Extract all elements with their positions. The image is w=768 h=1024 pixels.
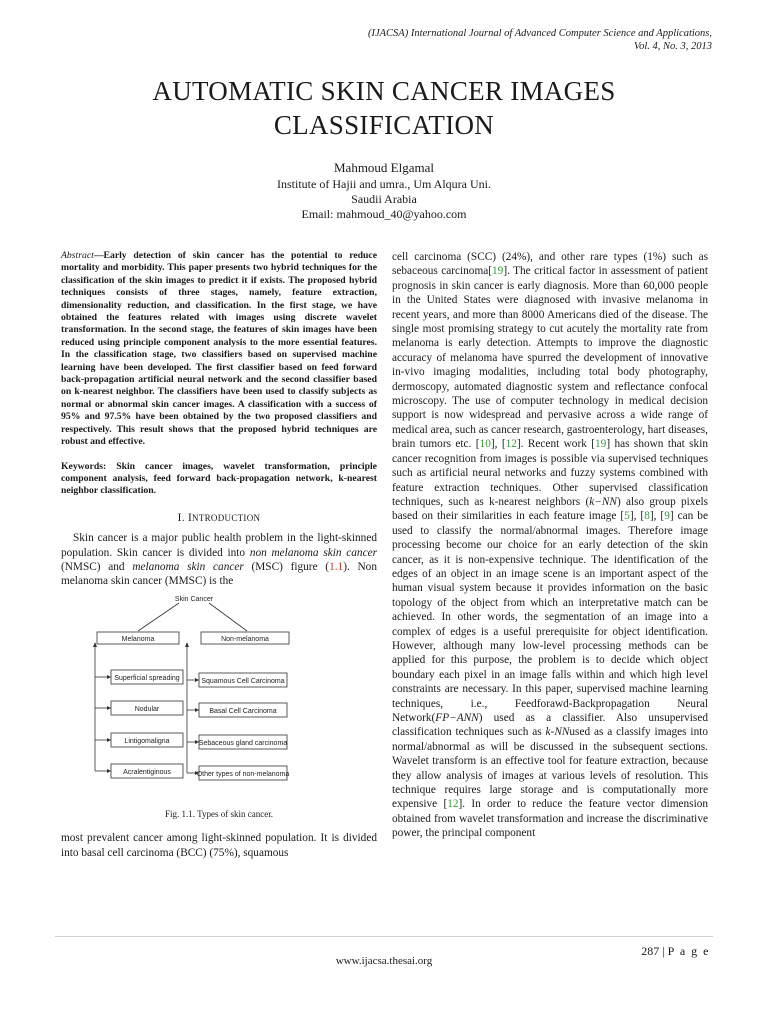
citation-link[interactable]: 12 [505,438,517,451]
right-column-text [392,250,708,841]
diagram-melanoma-type: Nodular [134,705,160,713]
title-line-1: AUTOMATIC SKIN CANCER IMAGES [152,76,616,106]
term-fp-ann: FP−ANN [435,712,479,724]
author-name: Mahmoud Elgamal [333,160,434,175]
body-text: ]. Recent work [ [516,438,596,451]
citation-link[interactable]: 8 [644,510,650,523]
page-number-value: 287 [641,944,660,958]
diagram-non-melanoma-label: Non-melanoma [221,635,269,643]
section-number: I. [177,511,185,524]
body-text: ) also group pixels based on their similarities in each feature image [ [392,495,708,523]
body-text: ], [ [629,510,645,523]
intro-text: ). Non melanoma skin cancer (MMSC) is the [61,560,377,588]
intro-paragraph-1 [61,531,377,589]
author-country: Saudii Arabia [351,192,417,206]
body-text: ]. In order to reduce the feature vector dimension obtained from wavelet transformation and increase the discriminative power, the principal component [392,798,709,840]
page-separator: | [659,944,668,958]
body-text: ], [ [490,438,506,451]
diagram-non-melanoma-type: Basal Cell Carcinoma [209,707,277,715]
diagram-non-melanoma-type: Squamous Cell Carcinoma [201,677,285,685]
citation-link[interactable]: 19 [492,265,504,278]
right-column [392,250,708,841]
diagram-melanoma-type: Acralentiginous [123,768,171,776]
figure-reference-link[interactable]: 1.1 [329,560,344,573]
abstract-lead: Abstract [61,250,94,261]
body-text: ] has shown that skin cancer recognition from images is possible via supervised techniques such as artificial neural networks and fuzzy systems combined with feature extraction techniques. Other supervised classification techniques, such as k-nearest neighbors ( [392,438,708,508]
intro-text: (MSC) figure ( [243,560,330,573]
section-title-rest: NTRODUCTION [192,512,261,523]
citation-link[interactable]: 10 [479,438,491,451]
citation-link[interactable]: 9 [664,510,670,523]
left-column [61,250,377,860]
author-block [0,160,768,222]
diagram-non-melanoma-type: Other types of non-melanoma [196,770,290,778]
journal-volume: Vol. 4, No. 3, 2013 [633,41,712,52]
author-email: Email: mahmoud_40@yahoo.com [301,207,467,221]
figure-skin-cancer-types [61,593,377,805]
intro-paragraph-2: most prevalent cancer among light-skinned population. It is divided into basal cell carcinoma (BCC) (75%), squamous [61,832,377,859]
intro-text: (NMSC) and [61,560,133,573]
abstract-text: —Early detection of skin cancer has the potential to reduce mortality and morbidity. This paper presents two hybrid techniques for the classification of the skin images to predict it if exists. The proposed hybrid techniques consists of three stages, namely, feature extraction, dimensionality reduction, and classification. In the first stage, we have obtained the features related with images using discrete wavelet transformation. In the second stage, the features of skin images have been reduced using principle component analysis to the more essential features. In the classification stage, two classifiers based on supervised machine learning have been developed. The first classifier based on feed forward back-propagation artificial neural network and the second classifier based on k-nearest neighbor. The classifiers have been used to classify subjects as normal or abnormal skin cancer images. A classification with a success of 95% and 97.5% have been obtained by the two proposed classifiers and respectively. This result shows that the proposed hybrid techniques are robust and effective. [61,250,377,448]
journal-name: (IJACSA) International Journal of Advanced Computer Science and Applications, [367,28,712,39]
journal-header [368,27,712,53]
diagram-root-label: Skin Cancer [174,595,214,603]
term-knn: k−NN [589,495,617,508]
body-text: ) used as a classifier. Also unsupervised classification techniques such as [392,712,708,739]
diagram-melanoma-type: Superficial spreading [114,674,180,682]
section-first-letter: I [187,511,193,524]
diagram-melanoma-label: Melanoma [121,635,155,643]
body-text: ]. The critical factor in assessment of patient prognosis in skin cancer is early diagnosis. More than 60,000 people in the United States were diagnosed with invasive melanoma in recent years, and more than 8000 Americans died of the disease. The single most promising strategy to cut acutely the mortality rate from melanoma is early detection. Attempts to improve the diagnostic accuracy of melanoma have spurred the development of innovative in-vivo imaging modalities, including total body photography, dermoscopy, automated diagnostic system and reflectance confocal microscopy. The use of computer technology in medical decision support is now widespread and pervasive across a wide range of medical area, such as cancer research, gastroenterology, hart diseases, brain tumors etc. [ [392,265,708,451]
intro-text: Skin cancer is a major public health problem in the light-skinned population. Skin cancer is divided into [61,532,377,559]
body-text: ], [ [649,510,665,523]
body-text: ] can be used to classify the normal/abnormal images. Therefore image processing become our choice for an early detection of the skin cancer, as it is non-expensive technique. The identification of the edges of an object in an image scene is an important aspect of the human visual system because it provides information on the basic topology of the object from which an interpretative match can be achieved. In other words, the segmentation of an image into a complex of edges is a useful prerequisite for object identification. However, although many low-level processing methods can be applied for this purpose, the problem is to decide which object boundary each pixel in an image falls within and which high level constraints are necessary. In this paper, supervised machine learning techniques, i.e., Feedforawd-Backpropagation Neural Network( [392,510,708,724]
footer-divider [55,936,713,937]
section-heading-introduction [61,511,377,525]
body-text: cell carcinoma (SCC) (24%), and other rare types (1%) such as sebaceous carcinoma[ [392,251,708,278]
author-affiliation: Institute of Hajii and umra., Um Alqura Uni. [277,177,491,191]
term-knn: k-NN [545,726,570,739]
journal-url[interactable]: www.ijacsa.thesai.org [335,955,433,967]
abstract [61,250,377,449]
skin-cancer-tree-diagram [61,593,377,805]
diagram-non-melanoma-type: Sebaceous gland carcinoma [198,739,288,747]
citation-link[interactable]: 5 [624,510,630,523]
title-line-2: CLASSIFICATION [273,110,495,140]
citation-link[interactable]: 12 [447,798,459,811]
intro-term-msc: melanoma skin cancer [132,560,244,573]
keywords: Keywords: Skin cancer images, wavelet transformation, principle component analysis, feed forward back-propagation network, k-nearest neighbor classification. [61,460,377,497]
body-text: used as a classify images into normal/abnormal as will be discussed in the subsequent sections. Wavelet transform is an effective tool for feature extraction, because they allow analysis of images at various levels of resolution. This technique requires large storage and is computationally more expensive [ [392,726,709,811]
intro-term-nmsc: non melanoma skin cancer [249,546,377,559]
diagram-melanoma-type: Lintigomaligna [124,737,170,745]
citation-link[interactable]: 19 [595,438,607,451]
figure-caption: Fig. 1.1. Types of skin cancer. [165,808,273,819]
page-word: P a g e [667,944,710,958]
paper-title [0,74,768,142]
